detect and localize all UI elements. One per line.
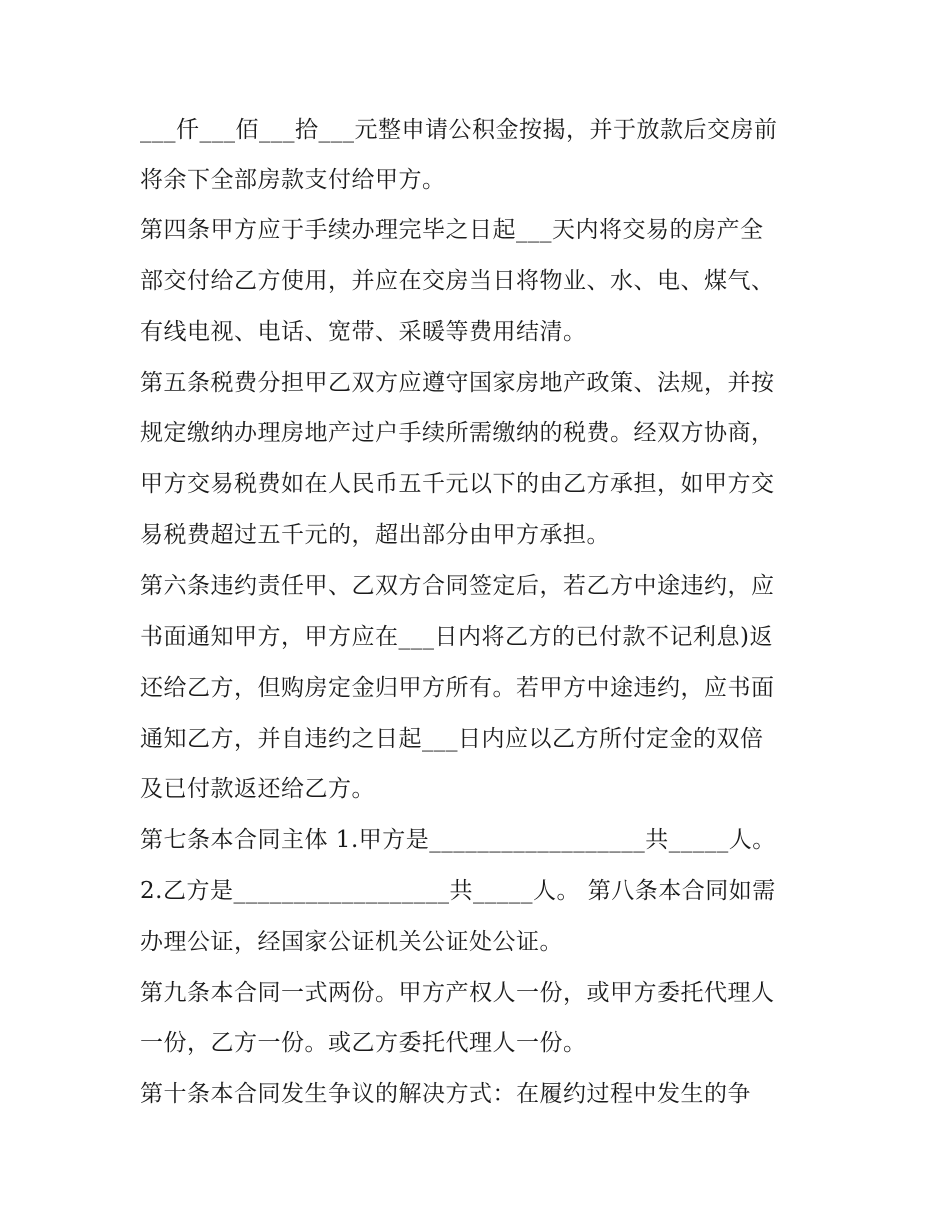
text-line: 第五条税费分担甲乙双方应遵守国家房地产政策、法规，并按 xyxy=(140,370,775,396)
text-line: 第七条本合同主体 1.甲方是__________________共_____人。 xyxy=(140,827,776,853)
text-line: 规定缴纳办理房地产过户手续所需缴纳的税费。经双方协商， xyxy=(140,420,775,446)
text-line: 第九条本合同一式两份。甲方产权人一份，或甲方委托代理人 xyxy=(140,980,775,1006)
text-line: 易税费超过五千元的，超出部分由甲方承担。 xyxy=(140,522,610,548)
text-line: 将余下全部房款支付给甲方。 xyxy=(140,167,446,193)
text-line: 通知乙方，并自违约之日起___日内应以乙方所付定金的双倍 xyxy=(140,726,764,752)
text-line: 一份，乙方一份。或乙方委托代理人一份。 xyxy=(140,1030,587,1056)
text-line: 及已付款返还给乙方。 xyxy=(140,776,375,802)
text-line: 第十条本合同发生争议的解决方式：在履约过程中发生的争 xyxy=(140,1081,751,1107)
document-page xyxy=(140,0,820,1229)
text-line: ___仟___佰___拾___元整申请公积金按揭，并于放款后交房前 xyxy=(140,117,778,143)
text-line: 部交付给乙方使用，并应在交房当日将物业、水、电、煤气、 xyxy=(140,268,775,294)
text-line: 第四条甲方应于手续办理完毕之日起___天内将交易的房产全 xyxy=(140,217,764,243)
text-line: 有线电视、电话、宽带、采暖等费用结清。 xyxy=(140,319,587,345)
text-line: 第六条违约责任甲、乙双方合同签定后，若乙方中途违约，应 xyxy=(140,573,775,599)
text-line: 还给乙方，但购房定金归甲方所有。若甲方中途违约，应书面 xyxy=(140,675,775,701)
text-line: 甲方交易税费如在人民币五千元以下的由乙方承担，如甲方交 xyxy=(140,471,775,497)
text-line: 2.乙方是__________________共_____人。 第八条本合同如需 xyxy=(140,878,776,904)
text-line: 书面通知甲方，甲方应在___日内将乙方的已付款不记利息)返 xyxy=(140,624,773,650)
text-line: 办理公证，经国家公证机关公证处公证。 xyxy=(140,929,563,955)
